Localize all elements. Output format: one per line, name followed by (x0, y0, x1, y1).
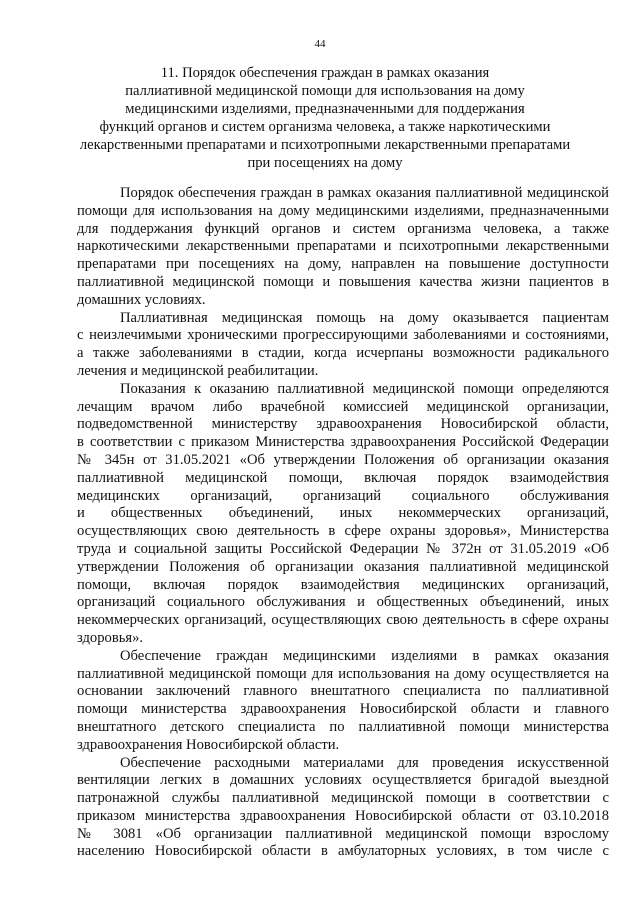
text-line: паллиативной медицинской помощи и повышения качества жизни пациентов в (77, 273, 609, 290)
text-line: Показания к оказанию паллиативной медицинской помощи определяются (120, 380, 609, 397)
text-line: осуществляющих свою деятельность в сфере охраны здоровья», Министерства (77, 523, 609, 540)
text-line: паллиативной медицинской помощи для использования на дому осуществляется на (77, 665, 609, 682)
text-line: № 3081 «Об организации паллиативной медицинской помощи взрослому (77, 825, 609, 842)
text-line: наркотическими лекарственными препаратами и психотропными лекарственными (77, 238, 609, 255)
text-line: труда и социальной защиты Российской Федерации № 372н от 31.05.2019 «Об (77, 540, 609, 557)
text-line: а также заболеваниями в стадии, когда исчерпаны возможности радикального (77, 345, 609, 362)
text-line: для поддержания функций органов и систем организма человека, а также (77, 220, 609, 237)
paragraph-indications (77, 381, 609, 648)
text-line: Паллиативная медицинская помощь на дому оказывается пациентам (120, 309, 609, 326)
text-line: утверждении Положения об организации оказания паллиативной медицинской (77, 558, 609, 575)
text-line: помощи министерства здравоохранения Новосибирской области и главного (77, 701, 609, 718)
text-line: препаратами при посещениях на дому, направлен на повышение доступности (77, 256, 609, 273)
heading-line: при посещениях на дому (247, 155, 403, 171)
text-line: домашних условиях. (77, 291, 206, 308)
text-line: медицинских организаций, организаций социального обслуживания (77, 487, 609, 504)
text-line: вентиляции легких в домашних условиях осуществляется бригадой выездной (77, 772, 609, 789)
text-line: Обеспечение граждан медицинскими изделиями в рамках оказания (120, 647, 609, 664)
text-line: лечащим врачом либо врачебной комиссией медицинской организации, (77, 398, 609, 415)
text-line: подведомственной министерству здравоохранения Новосибирской области, (77, 416, 609, 433)
paragraph-ventilation-supplies (77, 755, 609, 862)
text-line: некоммерческих организаций, осуществляющих свою деятельность в сфере охраны (77, 612, 609, 629)
paragraph-purpose (77, 185, 609, 310)
heading-line: функций органов и систем организма человека, а также наркотическими (99, 119, 551, 135)
body-text (77, 185, 609, 861)
text-line: и общественных объединений, иных некоммерческих организаций, (77, 505, 609, 522)
text-line: патронажной службы паллиативной медицинской помощи в соответствии с (77, 790, 609, 807)
paragraph-home-care (77, 310, 609, 381)
text-line: помощи, включая порядок взаимодействия медицинских организаций, (77, 576, 609, 593)
section-heading (70, 64, 580, 172)
text-line: здоровья». (77, 629, 144, 646)
text-line: Порядок обеспечения граждан в рамках оказания паллиативной медицинской (120, 185, 609, 201)
text-line: паллиативной медицинской помощи, включая порядок взаимодействия (77, 469, 609, 486)
text-line: в соответствии с приказом Министерства здравоохранения Российской Федерации (77, 434, 609, 451)
text-line: с неизлечимыми хроническими прогрессирующими заболеваниями и состояниями, (77, 327, 609, 344)
text-line: приказом министерства здравоохранения Новосибирской области от 03.10.2018 (77, 807, 609, 824)
heading-line: 11. Порядок обеспечения граждан в рамках оказания (160, 65, 490, 81)
text-line: основании заключений главного внештатного специалиста по паллиативной (77, 683, 609, 700)
text-line: Обеспечение расходными материалами для проведения искусственной (120, 754, 609, 771)
heading-line: медицинскими изделиями, предназначенными для поддержания (125, 101, 525, 117)
text-line: помощи для использования на дому медицинскими изделиями, предназначенными (77, 202, 609, 219)
text-line: № 345н от 31.05.2021 «Об утверждении Положения об организации оказания (77, 451, 609, 468)
paragraph-medical-devices (77, 648, 609, 755)
page-number: 44 (314, 38, 326, 50)
text-line: внештатного детского специалиста по паллиативной помощи министерства (77, 718, 609, 735)
text-line: организаций социального обслуживания и общественных объединений, иных (77, 594, 609, 611)
heading-line: паллиативной медицинской помощи для использования на дому (125, 83, 525, 99)
heading-line: лекарственными препаратами и психотропными лекарственными препаратами (79, 137, 571, 153)
text-line: здравоохранения Новосибирской области. (77, 736, 340, 753)
text-line: населению Новосибирской области в амбулаторных условиях, в том числе с (77, 843, 609, 860)
text-line: лечения и медицинской реабилитации. (77, 362, 319, 379)
